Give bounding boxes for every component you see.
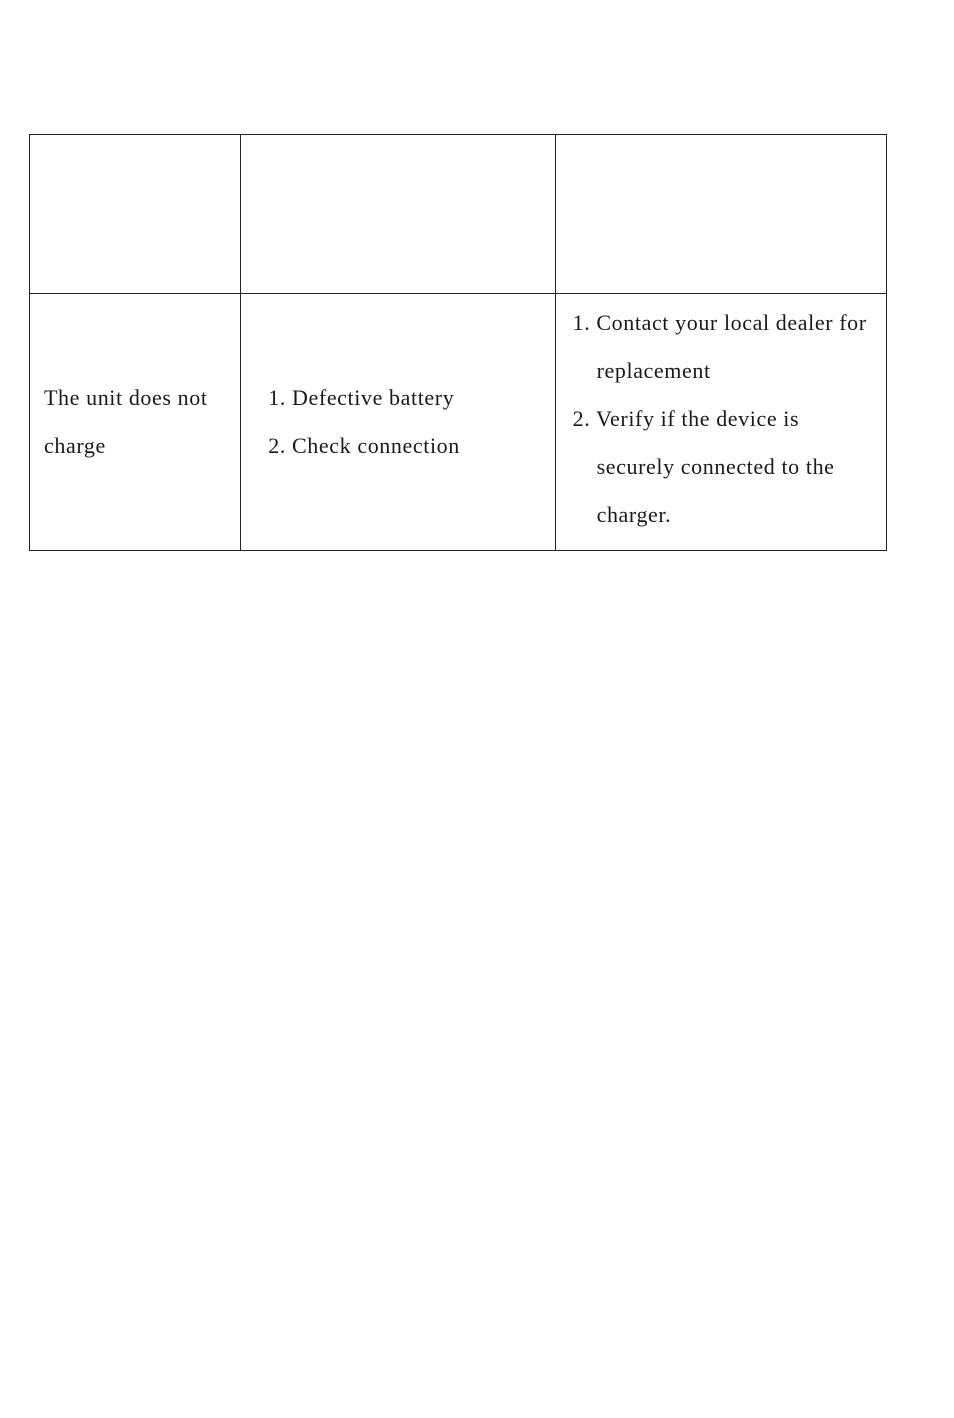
table-row — [30, 135, 887, 294]
troubleshooting-table — [29, 134, 887, 551]
symptom-cell — [30, 294, 241, 551]
solution-item: 2. Verify if the device is securely connected to the charger. — [572, 406, 835, 527]
cause-item: 1. Defective battery — [268, 385, 455, 410]
table-row — [30, 294, 887, 551]
cause-cell — [241, 294, 555, 551]
solution-item: 1. Contact your local dealer for replacement — [572, 310, 867, 383]
cause-item: 2. Check connection — [268, 433, 460, 458]
solution-list — [573, 299, 876, 539]
solution-cell — [555, 135, 886, 294]
symptom-cell — [30, 135, 241, 294]
symptom-text: The unit does not charge — [44, 385, 208, 458]
cause-cell — [241, 135, 555, 294]
solution-cell — [555, 294, 886, 551]
